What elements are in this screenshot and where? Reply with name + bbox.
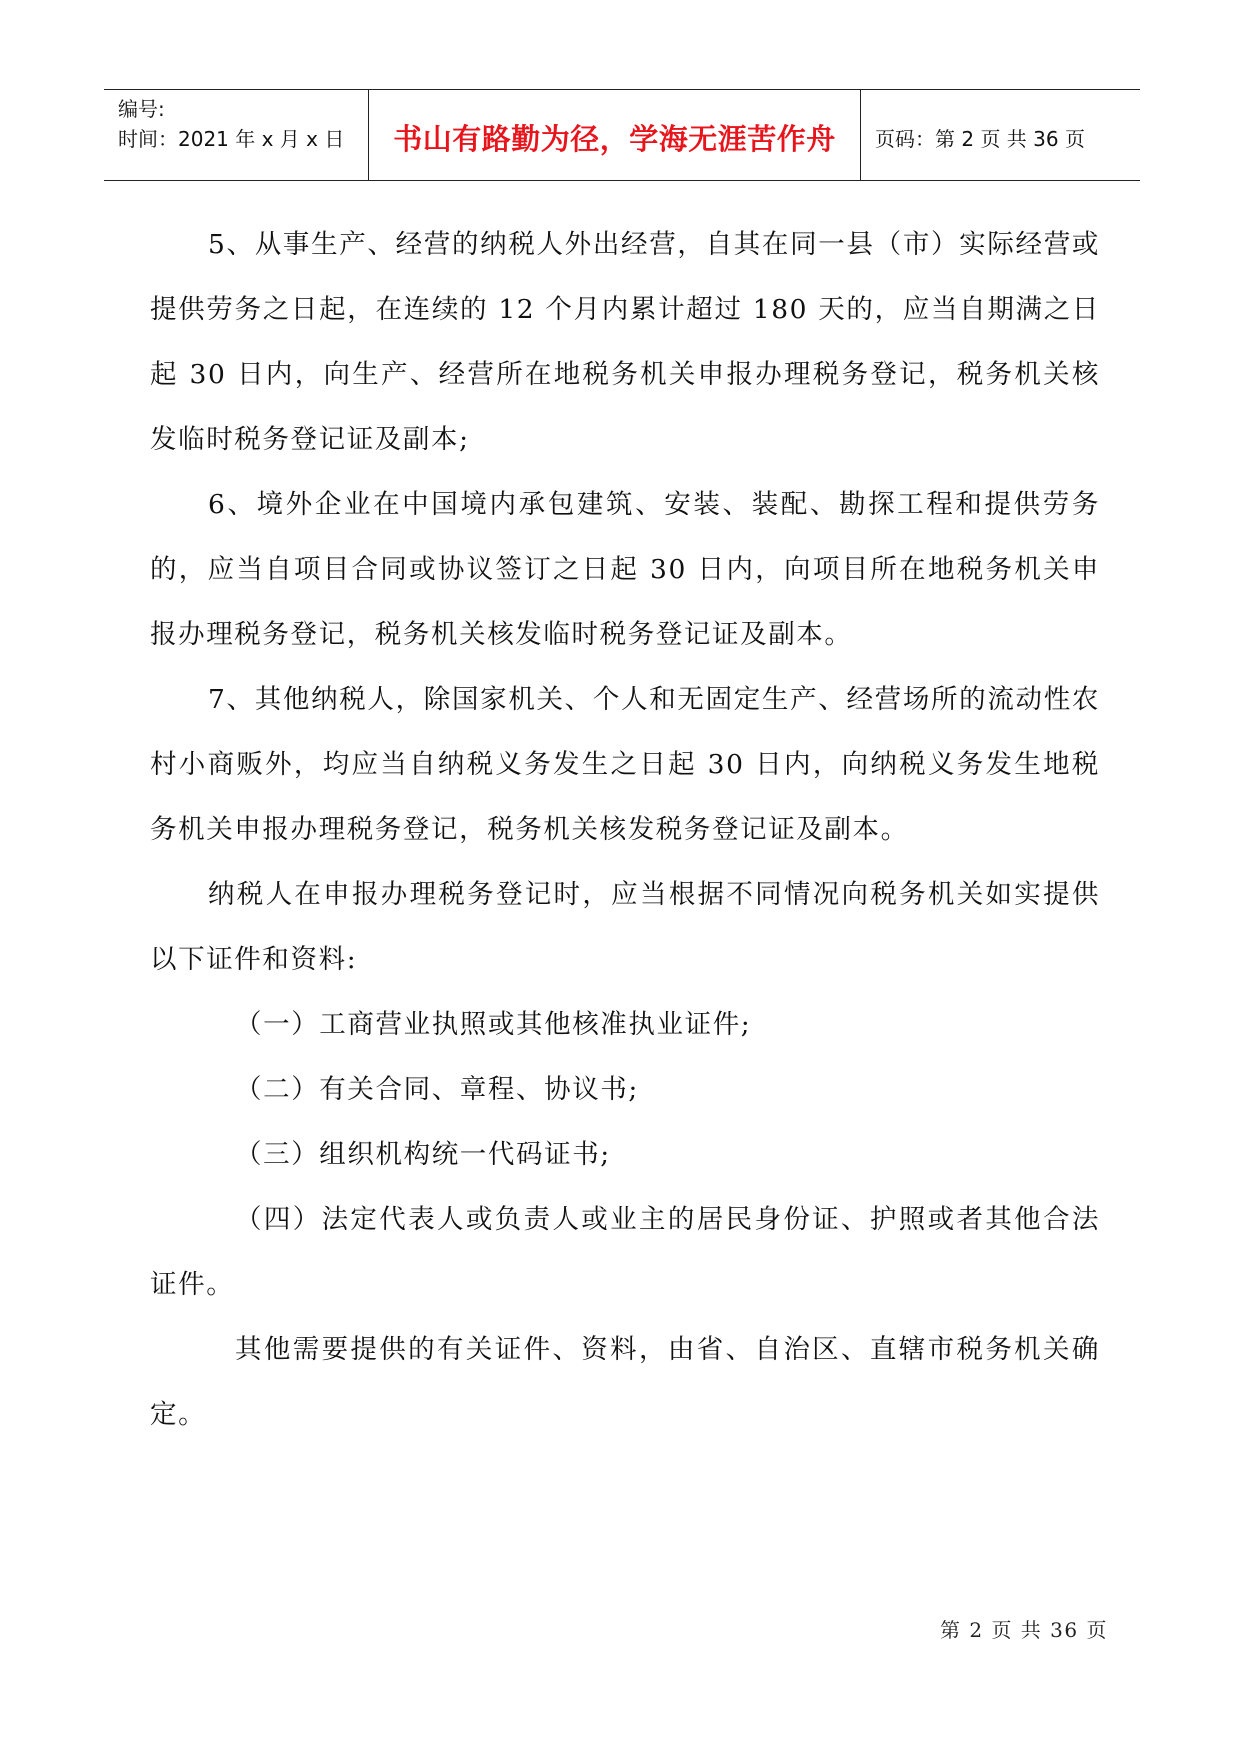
date-label: 时间：2021 年 x 月 x 日	[118, 127, 345, 151]
list-item-2: （二）有关合同、章程、协议书;	[235, 1074, 639, 1105]
list-item-1: （一）工商营业执照或其他核准执业证件;	[235, 1009, 752, 1040]
document-header	[104, 89, 1140, 181]
list-item-3: （三）组织机构统一代码证书;	[235, 1139, 611, 1170]
paragraph-5: 5、从事生产、经营的纳税人外出经营，自其在同一县（市）实际经营或提供劳务之日起，在连续的 12 个月内累计超过 180 天的，应当自期满之日起 30 日内，向生产、经营所在地税务机关申报办理税务登记，税务机关核发临时税务登记证及副本;	[150, 229, 1100, 455]
header-meta	[104, 90, 369, 180]
page-number: 第 2 页 共 36 页	[940, 1618, 1108, 1642]
serial-number-label: 编号:	[118, 97, 165, 121]
paragraph-6: 6、境外企业在中国境内承包建筑、安装、装配、勘探工程和提供劳务的，应当自项目合同或协议签订之日起 30 日内，向项目所在地税务机关申报办理税务登记，税务机关核发临时税务登记证及副本。	[150, 489, 1100, 650]
header-motto: 书山有路勤为径，学海无涯苦作舟	[369, 90, 861, 180]
list-item-4: （四）法定代表人或负责人或业主的居民身份证、护照或者其他合法证件。	[150, 1204, 1100, 1300]
document-body	[150, 212, 1100, 1447]
paragraph-documents-intro: 纳税人在申报办理税务登记时，应当根据不同情况向税务机关如实提供以下证件和资料:	[150, 879, 1100, 975]
header-page-info: 页码：第 2 页 共 36 页	[875, 126, 1085, 151]
paragraph-7: 7、其他纳税人，除国家机关、个人和无固定生产、经营场所的流动性农村小商贩外，均应当自纳税义务发生之日起 30 日内，向纳税义务发生地税务机关申报办理税务登记，税务机关核发税务登记证及副本。	[150, 684, 1100, 845]
paragraph-closing: 其他需要提供的有关证件、资料，由省、自治区、直辖市税务机关确定。	[150, 1334, 1100, 1430]
